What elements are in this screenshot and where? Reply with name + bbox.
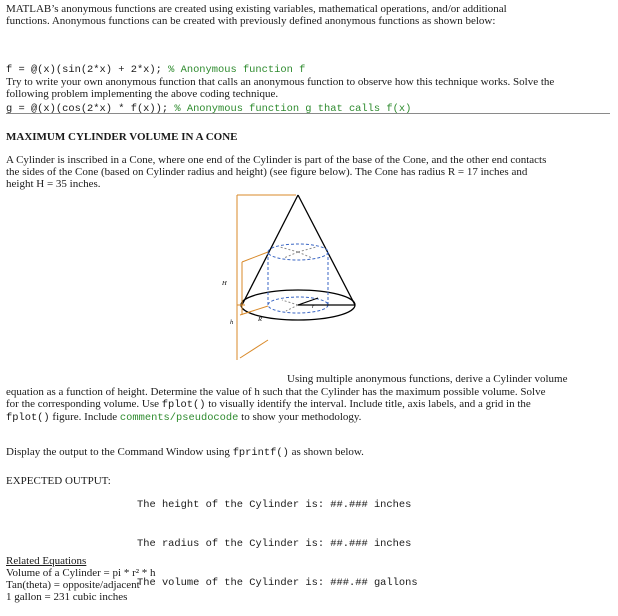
task-line-1: Using multiple anonymous functions, derive a Cylinder volume — [287, 373, 568, 385]
code-line-1: f = @(x)(sin(2*x) + 2*x); % Anonymous function f — [6, 64, 306, 76]
intro-line-1: MATLAB’s anonymous functions are created using existing variables, mathematical operations, and/or additional — [6, 3, 507, 15]
problem-description: A Cylinder is inscribed in a Cone, where one end of the Cylinder is part of the base of the Cone, and the other end contacts the sides of the Cone (based on Cylinder radius and height) (see figure below). The Cone has radius R = 17 inches and height H = 35 inches. — [6, 154, 547, 190]
label-r: r — [312, 303, 315, 310]
output-line-radius: The radius of the Cylinder is: ##.### inches — [137, 538, 412, 550]
related-heading: Related Equations — [6, 555, 87, 567]
equation-tan: Tan(theta) = opposite/adjacent — [6, 579, 140, 591]
label-H: H — [222, 280, 227, 287]
divider — [6, 113, 610, 114]
code-line-2: g = @(x)(cos(2*x) * f(x)); % Anonymous function g that calls f(x) — [6, 103, 412, 115]
equation-cylinder-volume: Volume of a Cylinder = pi * r² * h — [6, 567, 156, 579]
intro-line-2: functions. Anonymous functions can be created with previously defined anonymous functions as shown below: — [6, 15, 496, 27]
expected-output-label: EXPECTED OUTPUT: — [6, 475, 111, 487]
h-dim-foot — [240, 340, 268, 358]
task-text: equation as a function of height. Determine the value of h such that the Cylinder has the maximum possible volume. Solve for the corresponding volume. Use fplot() to visually identify the interval. Include title, axis labels, and a grid in the fplot() figure. Include comments/pseudocode to show your methodology. — [6, 386, 546, 424]
equation-gallon: 1 gallon = 231 cubic inches — [6, 591, 128, 603]
label-h: h — [230, 319, 234, 326]
problem-heading: MAXIMUM CYLINDER VOLUME IN A CONE — [6, 131, 238, 143]
cone-cylinder-figure — [200, 190, 370, 365]
related-equations — [6, 555, 610, 603]
radius-r-line — [298, 298, 318, 305]
instruction-text: Try to write your own anonymous function that calls an anonymous function to observe how this technique works. Solve the following problem implementing the above coding technique. — [6, 76, 555, 100]
output-line-volume: The volume of the Cylinder is: ###.## gallons — [137, 577, 418, 589]
display-text: Display the output to the Command Window using fprintf() as shown below. — [6, 446, 364, 459]
output-line-height: The height of the Cylinder is: ##.### inches — [137, 499, 412, 511]
intro-text — [6, 3, 610, 27]
label-R: R — [258, 316, 262, 323]
radial-marks — [280, 247, 316, 311]
